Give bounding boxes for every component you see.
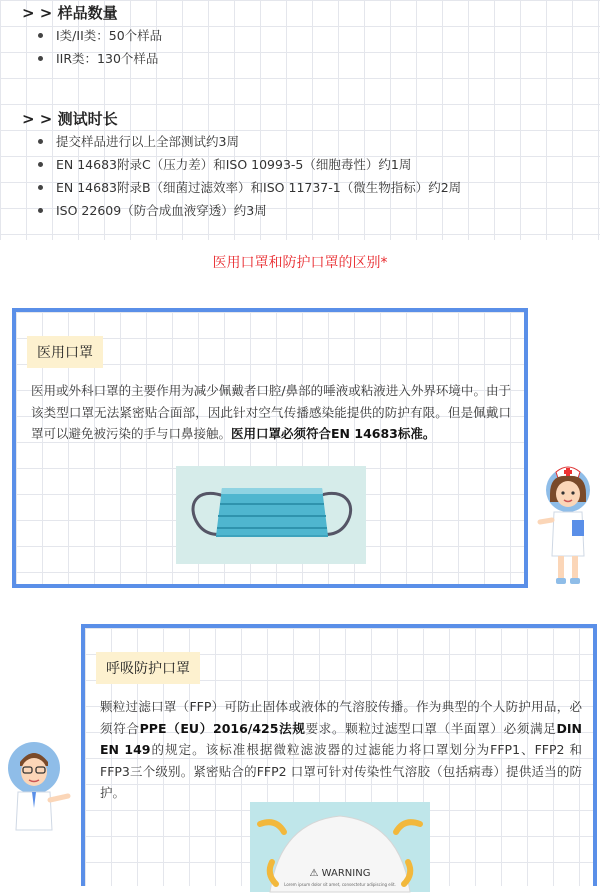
respiratory-text-1: 颗粒过滤口罩（FFP）可防止固体或液体的气溶胶传播。作为典型的个人防护用品，必须符合 bbox=[100, 699, 582, 736]
list-item: 提交样品进行以上全部测试约3周 bbox=[38, 130, 461, 153]
medical-mask-text: 医用或外科口罩的主要作用为减少佩戴者口腔/鼻部的唾液或粘液进入外界环境中。由于该类型口罩无法紧密贴合面部，因此针对空气传播感染能提供的防护有限。但是佩戴口罩可以避免被污染的手与口鼻接触。 bbox=[31, 383, 511, 441]
respiratory-text-2: 要求。颗粒过滤型口罩（半面罩）必须满足 bbox=[305, 720, 557, 736]
comparison-heading: 医用口罩和防护口罩的区别* bbox=[212, 255, 388, 271]
sample-count-title: > > 样品数量 bbox=[22, 4, 118, 22]
nurse-avatar bbox=[536, 460, 600, 588]
respiratory-mask-description bbox=[100, 696, 582, 804]
respirator-warning: ⚠ WARNING bbox=[309, 868, 371, 879]
medical-mask-tag: 医用口罩 bbox=[27, 336, 103, 368]
list-item: I类/II类：50个样品 bbox=[38, 24, 162, 47]
doctor-avatar bbox=[6, 740, 72, 830]
respirator-small-text: Lorem ipsum dolor sit amet, consectetur adipiscing elit. bbox=[284, 882, 396, 887]
surgical-mask-image bbox=[176, 466, 366, 564]
respiratory-text-3: 的规定。该标准根据微粒滤波器的过滤能力将口罩划分为FFP1、FFP2 和 FFP3三个级别。紧密贴合的FFP2 口罩可针对传染性气溶胶（包括病毒）提供适当的防护。 bbox=[100, 742, 582, 800]
ppe-regulation: PPE（EU）2016/425法规 bbox=[139, 720, 306, 736]
respiratory-mask-tag: 呼吸防护口罩 bbox=[96, 652, 200, 684]
respiratory-mask-card bbox=[81, 624, 597, 886]
test-duration-title: > > 测试时长 bbox=[22, 110, 118, 128]
list-item: EN 14683附录B（细菌过滤效率）和ISO 11737-1（微生物指标）约2周 bbox=[38, 176, 461, 199]
ffp-respirator-image bbox=[250, 802, 430, 892]
medical-mask-card bbox=[12, 308, 528, 588]
list-item: IIR类：130个样品 bbox=[38, 47, 162, 70]
list-item: EN 14683附录C（压力差）和ISO 10993-5（细胞毒性）约1周 bbox=[38, 153, 461, 176]
medical-mask-standard: 医用口罩必须符合EN 14683标准。 bbox=[231, 426, 436, 441]
list-item: ISO 22609（防合成血液穿透）约3周 bbox=[38, 199, 461, 222]
medical-mask-description bbox=[31, 380, 511, 445]
test-duration-list bbox=[38, 130, 461, 222]
top-section bbox=[0, 0, 600, 240]
din-standard: DIN EN 149 bbox=[100, 720, 582, 757]
sample-count-list bbox=[38, 24, 162, 70]
